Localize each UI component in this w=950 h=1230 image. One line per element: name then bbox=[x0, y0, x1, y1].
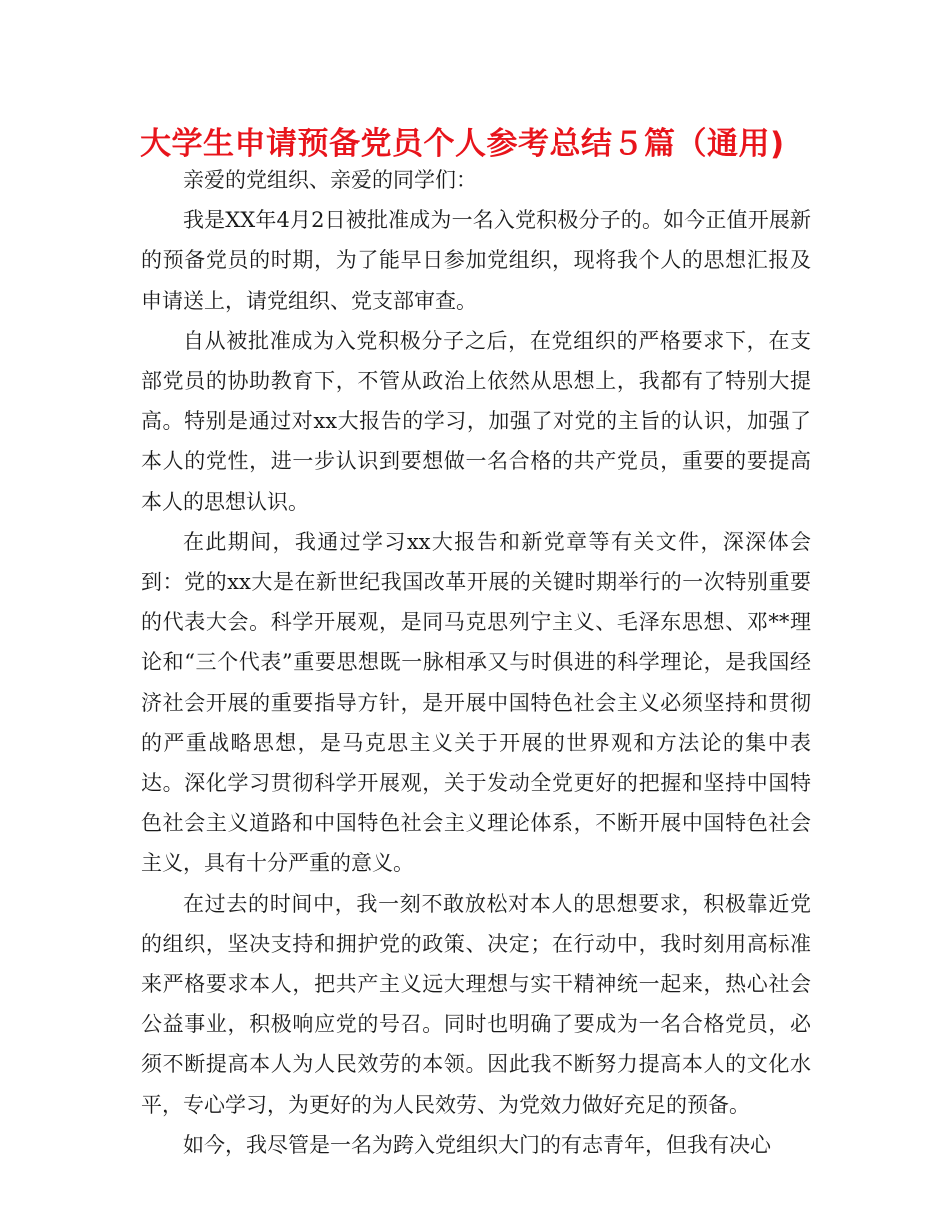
body-paragraph: 如今，我尽管是一名为跨入党组织大门的有志青年，但我有决心 bbox=[183, 1132, 771, 1157]
body-paragraph: 我是XX年4月2日被批准成为一名入党积极分子的。如今正值开展新的预备党员的时期，为了能早日参加党组织，现将我个人的思想汇报及申请送上，请党组织、党支部审查。 bbox=[141, 208, 811, 313]
body-paragraph: 自从被批准成为入党积极分子之后，在党组织的严格要求下，在支部党员的协助教育下，不管从政治上依然从思想上，我都有了特别大提高。特别是通过对xx大报告的学习，加强了对党的主旨的认识，加强了本人的党性，进一步认识到要想做一名合格的共产党员，重要的要提高本人的思想认识。 bbox=[141, 328, 811, 514]
salutation-paragraph: 亲爱的党组织、亲爱的同学们： bbox=[183, 168, 477, 192]
document-body bbox=[141, 160, 811, 1165]
body-paragraph: 在过去的时间中，我一刻不敢放松对本人的思想要求，积极靠近党的组织，坚决支持和拥护党的政策、决定；在行动中，我时刻用高标准来严格要求本人，把共产主义远大理想与实干精神统一起来，热心社会公益事业，积极响应党的号召。同时也明确了要成为一名合格党员，必须不断提高本人为人民效劳的本领。因此我不断努力提高本人的文化水平，专心学习，为更好的为人民效劳、为党效力做好充足的预备。 bbox=[141, 891, 811, 1117]
document-title: 大学生申请预备党员个人参考总结５篇（通用) bbox=[140, 126, 785, 162]
body-paragraph: 在此期间，我通过学习xx大报告和新党章等有关文件，深深体会到：党的xx大是在新世纪我国改革开展的关键时期举行的一次特别重要的代表大会。科学开展观，是同马克思列宁主义、毛泽东思想、邓**理论和“三个代表”重要思想既一脉相承又与时俱进的科学理论，是我国经济社会开展的重要指导方针，是开展中国特色社会主义必须坚持和贯彻的严重战略思想，是马克思主义关于开展的世界观和方法论的集中表达。深化学习贯彻科学开展观，关于发动全党更好的把握和坚持中国特色社会主义道路和中国特色社会主义理论体系，不断开展中国特色社会主义，具有十分严重的意义。 bbox=[141, 529, 811, 876]
